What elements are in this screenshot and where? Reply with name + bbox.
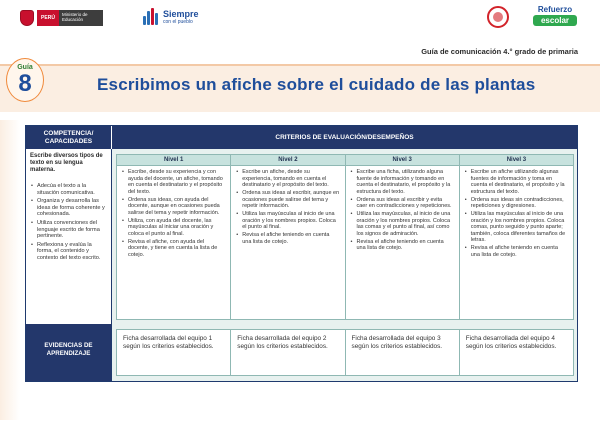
level-criteria-list <box>460 166 573 262</box>
band-stripe <box>0 64 600 66</box>
guia-badge <box>6 58 44 102</box>
evidencia-item: Ficha desarrollada del equipo 1 según los criterios establecidos. <box>117 330 231 375</box>
evidencias-label: EVIDENCIAS DE APRENDIZAJE <box>26 324 111 381</box>
evidencias-cell <box>111 324 577 381</box>
criterion-item: • Revisa el afiche teniendo en cuenta una lista de cotejo. <box>465 245 568 258</box>
refuerzo-text: Refuerzo <box>537 5 573 14</box>
criterion-item: • Ordena sus ideas al escribir, aunque en ocasiones puede salirse del tema y repetir información. <box>236 190 339 210</box>
evidencias-grid <box>116 329 574 376</box>
siempre-logo <box>142 8 199 26</box>
level-column <box>231 155 345 319</box>
capacidad-item: • Organiza y desarrolla las ideas de forma coherente y cohesionada. <box>30 198 107 218</box>
criterion-item: • Ordena sus ideas al escribir y evita caer en contradicciones y repeticiones. <box>351 197 454 210</box>
header-competencia: COMPETENCIA/ CAPACIDADES <box>26 126 111 149</box>
evidencia-item: Ficha desarrollada del equipo 2 según los criterios establecidos. <box>231 330 345 375</box>
competencia-column <box>26 126 111 381</box>
level-criteria-list <box>346 166 459 255</box>
evidencia-item: Ficha desarrollada del equipo 3 según los criterios establecidos. <box>346 330 460 375</box>
level-criteria-list <box>117 166 230 262</box>
criterion-item: • Ordena sus ideas, con ayuda del docente, aunque en ocasiones pueda salirse del tema y repetir información. <box>122 197 225 217</box>
level-heading: Nivel 3 <box>346 155 459 166</box>
levels-grid <box>116 154 574 320</box>
level-column <box>346 155 460 319</box>
siempre-subtext: con el pueblo <box>163 19 193 25</box>
criterios-cell <box>111 149 577 324</box>
capacidad-item: • Adecúa el texto a la situación comunicativa. <box>30 183 107 196</box>
criterion-item: • Utiliza las mayúsculas al inicio de una oración y los nombres propios. Coloca el punto al final. <box>236 211 339 231</box>
ministry-label: Ministerio de Educación <box>59 10 103 26</box>
criterion-item: • Utiliza las mayúsculas al inicio de una oración y los nombres propios. Coloca comas, punto seguido y punto aparte; también, coloca diferentes tamaños de letras. <box>465 211 568 244</box>
minedu-logo <box>20 10 103 26</box>
competencia-cell <box>26 149 111 324</box>
level-criteria-list <box>231 166 344 249</box>
criterion-item: • Ordena sus ideas sin contradicciones, repeticiones y digresiones. <box>465 197 568 210</box>
guia-number: 8 <box>18 70 32 97</box>
criterion-item: • Escribe, desde su experiencia y con ayuda del docente, un afiche, tomando en cuenta el destinatario y el propósito del texto. <box>122 169 225 195</box>
evidencia-item: Ficha desarrollada del equipo 4 según los criterios establecidos. <box>465 335 557 350</box>
peru-label: PERÚ <box>37 10 59 26</box>
criterion-item: • Revisa el afiche teniendo en cuenta una lista de cotejo. <box>351 239 454 252</box>
peru-shield-icon <box>20 10 34 26</box>
level-column <box>117 155 231 319</box>
capacidad-item: • Reflexiona y evalúa la forma, el contenido y contexto del texto escrito. <box>30 242 107 262</box>
siempre-text: Siempre <box>163 9 199 19</box>
criterion-item: • Utiliza, con ayuda del docente, las mayúsculas al iniciar una oración y coloca el punto al final. <box>122 218 225 238</box>
criterion-item: • Escribe un afiche utilizando algunas fuentes de información y toma en cuenta el destinatario, el propósito y la estructura del texto. <box>465 169 568 195</box>
page-title: Escribimos un afiche sobre el cuidado de las plantas <box>97 75 536 94</box>
level-heading: Nivel 1 <box>117 155 230 166</box>
criterios-column <box>111 126 577 381</box>
competencia-title: Escribe diversos tipos de texto en su lengua materna. <box>30 153 103 173</box>
header-criterios: CRITERIOS DE EVALUACIÓN/DESEMPEÑOS <box>111 126 577 149</box>
seal-icon <box>487 6 509 28</box>
criterion-item: • Revisa el afiche, con ayuda del docente, y tiene en cuenta la lista de cotejo. <box>122 239 225 259</box>
page-subtitle: Guía de comunicación 4.° grado de primaria <box>421 47 578 56</box>
guia-label: Guía <box>17 64 33 71</box>
level-heading: Nivel 2 <box>231 155 344 166</box>
criterion-item: • Escribe una ficha, utilizando alguna fuente de información y tomando en cuenta el destinatario, el propósito y la estructura del texto. <box>351 169 454 195</box>
siempre-icon <box>142 8 160 26</box>
criterion-item: • Escribe un afiche, desde su experiencia, tomando en cuenta el destinatario y el propósito del texto. <box>236 169 339 189</box>
page-header <box>0 0 600 34</box>
level-column <box>460 155 573 319</box>
criterion-item: • Utiliza las mayúsculas, al inicio de una oración y los nombres propios. Coloca las comas y el punto al final, así como los signos de admiración. <box>351 211 454 237</box>
capacidades-list <box>30 183 107 262</box>
decorative-side-art <box>0 120 20 420</box>
refuerzo-logo <box>533 5 577 26</box>
escolar-text: escolar <box>533 15 577 26</box>
criterion-item: • Revisa el afiche teniendo en cuenta una lista de cotejo. <box>236 232 339 245</box>
level-heading: Nivel 3 <box>460 155 573 166</box>
capacidad-item: • Utiliza convenciones del lenguaje escrito de forma pertinente. <box>30 220 107 240</box>
evaluation-table <box>25 125 578 382</box>
